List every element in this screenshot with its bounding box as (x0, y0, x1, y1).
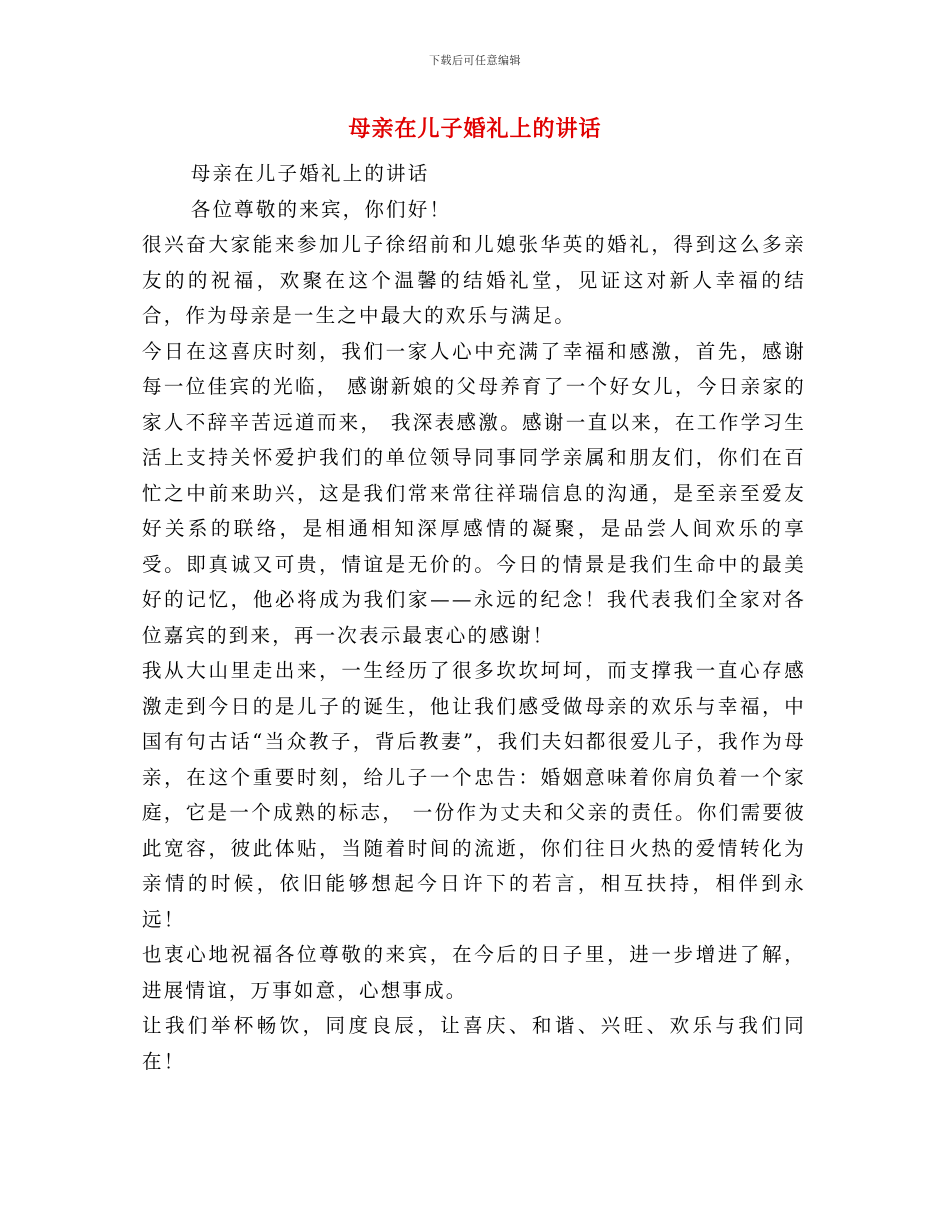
body-paragraph: 也衷心地祝福各位尊敬的来宾，在今后的日子里，进一步增进了解，进展情谊，万事如意，心想事成。 (142, 943, 806, 1002)
subtitle-paragraph: 母亲在儿子婚礼上的讲话 (190, 162, 430, 185)
header-note: 下载后可任意编辑 (429, 54, 521, 67)
body-paragraph: 我从大山里走出来，一生经历了很多坎坎坷坷，而支撑我一直心存感激走到今日的是儿子的诞生，他让我们感受做母亲的欢乐与幸福，中国有句古话“当众教子，背后教妻”，我们夫妇都很爱儿子，我作为母亲，在这个重要时刻，给儿子一个忠告：婚姻意味着你肩负着一个家庭，它是一个成熟的标志， 一份作为丈夫和父亲的责任。你们需要彼此宽容，彼此体贴，当随着时间的流逝，你们往日火热的爱情转化为亲情的时候，依旧能够想起今日许下的若言，相互扶持，相伴到永远！ (142, 659, 806, 931)
greeting-paragraph: 各位尊敬的来宾，你们好！ (190, 197, 452, 221)
closing-paragraph: 让我们举杯畅饮，同度良辰，让喜庆、和谐、兴旺、欢乐与我们同在！ (142, 1014, 806, 1073)
body-paragraph: 今日在这喜庆时刻，我们一家人心中充满了幸福和感激，首先，感谢每一位佳宾的光临， 感谢新娘的父母养育了一个好女儿，今日亲家的家人不辞辛苦远道而来， 我深表感激。感谢一直以来，在工作学习生活上支持关怀爱护我们的单位领导同事同学亲属和朋友们，你们在百忙之中前来助兴，这是我们常来常往祥瑞信息的沟通，是至亲至爱友好关系的联络，是相通相知深厚感情的凝聚，是品尝人间欢乐的享受。即真诚又可贵，情谊是无价的。今日的情景是我们生命中的最美好的记忆，他必将成为我们家——永远的纪念！我代表我们全家对各位嘉宾的到来，再一次表示最衷心的感谢！ (142, 339, 806, 647)
body-paragraph: 很兴奋大家能来参加儿子徐绍前和儿媳张华英的婚礼，得到这么多亲友的的祝福，欢聚在这个温馨的结婚礼堂，见证这对新人幸福的结合，作为母亲是一生之中最大的欢乐与满足。 (142, 233, 806, 327)
document-body (142, 156, 806, 1079)
document-title: 母亲在儿子婚礼上的讲话 (348, 116, 602, 142)
